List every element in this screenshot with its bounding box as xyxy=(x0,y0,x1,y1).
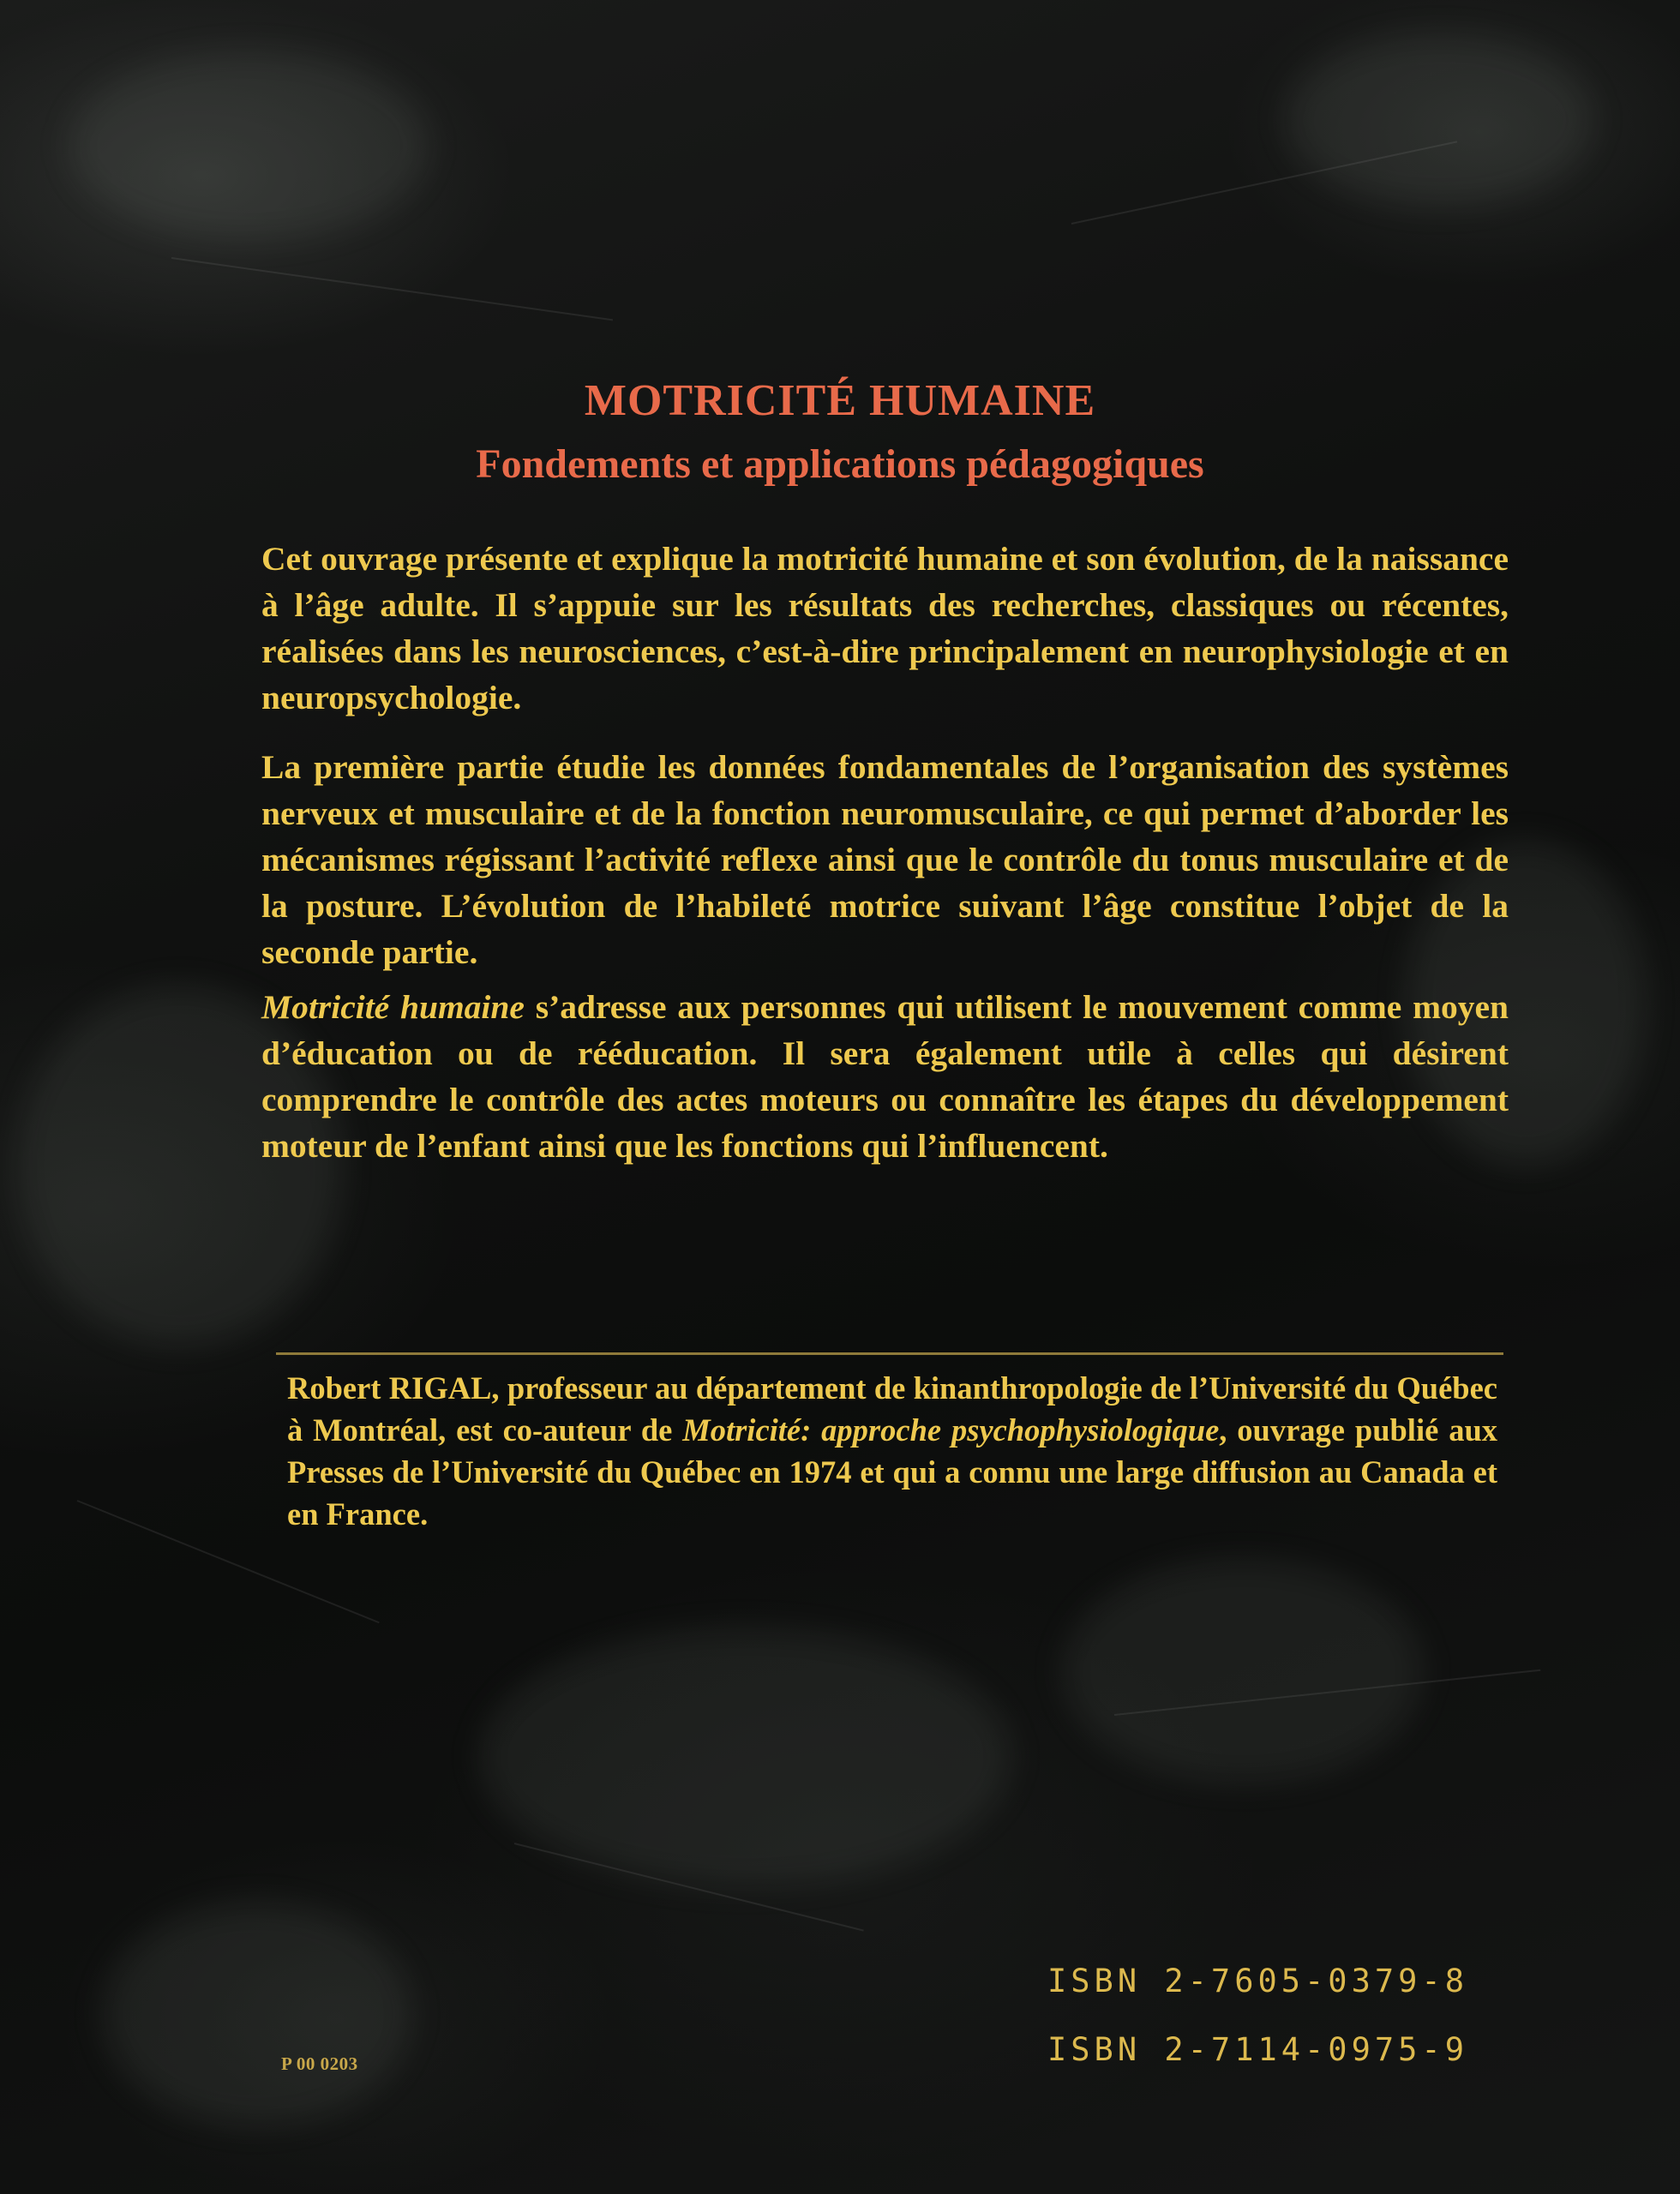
cover-scratch xyxy=(171,257,613,321)
paragraph-3-text: s’adresse aux personnes qui utilisent le mouvement comme moyen d’éducation ou de rééducation. Il sera également utile à celles qui désirent comprendre le contrôle des actes moteurs ou connaître les étapes du développement moteur de l’enfant ainsi que les fonctions qui l’influencent. xyxy=(261,988,1509,1165)
product-code: P 00 0203 xyxy=(281,2053,358,2074)
cover-scuff xyxy=(1063,1560,1423,1783)
isbn-first: ISBN 2-7605-0379-8 xyxy=(1047,1963,1468,1999)
isbn-second: ISBN 2-7114-0975-9 xyxy=(1047,2031,1468,2068)
cover-scuff xyxy=(1286,34,1594,206)
cover-scuff xyxy=(480,1628,1011,1885)
divider-line xyxy=(276,1352,1503,1355)
author-bio-text-2: , ouvrage publié aux Presses de l’Université du Québec en 1974 et qui a connu une large diffusion au Canada et en France. xyxy=(287,1412,1497,1532)
book-title-italic: Motricité humaine xyxy=(261,988,525,1026)
cover-scuff xyxy=(69,51,429,240)
description-paragraph-2: La première partie étudie les données fondamentales de l’organisation des systèmes nerveux et musculaire et de la fonction neuromusculaire, ce qui permet d’aborder les mécanismes régissant l’activité reflexe ainsi que le contrôle du tonus musculaire et de la posture. L’évolution de l’habileté motrice suivant l’âge constitue l’objet de la seconde partie. xyxy=(261,748,1509,971)
author-bio xyxy=(287,1367,1497,1535)
description-paragraph-1: Cet ouvrage présente et explique la motricité humaine et son évolution, de la naissance à l’âge adulte. Il s’appuie sur les résultats des recherches, classiques ou récentes, réalisées dans les neurosciences, c’est-à-dire principalement en neurophysiologie et en neuropsychologie. xyxy=(261,540,1509,716)
coauthored-book-title: Motricité: approche psychophysiologique xyxy=(682,1412,1220,1448)
description-paragraph-3 xyxy=(261,984,1509,1169)
book-title: MOTRICITÉ HUMAINE xyxy=(584,376,1096,425)
cover-scuff xyxy=(103,1903,411,2125)
book-subtitle: Fondements et applications pédagogiques xyxy=(476,441,1204,487)
author-bio-text-1: Robert RIGAL, professeur au département de kinanthropologie de l’Université du Québec à Montréal, est co-auteur de xyxy=(287,1370,1497,1448)
